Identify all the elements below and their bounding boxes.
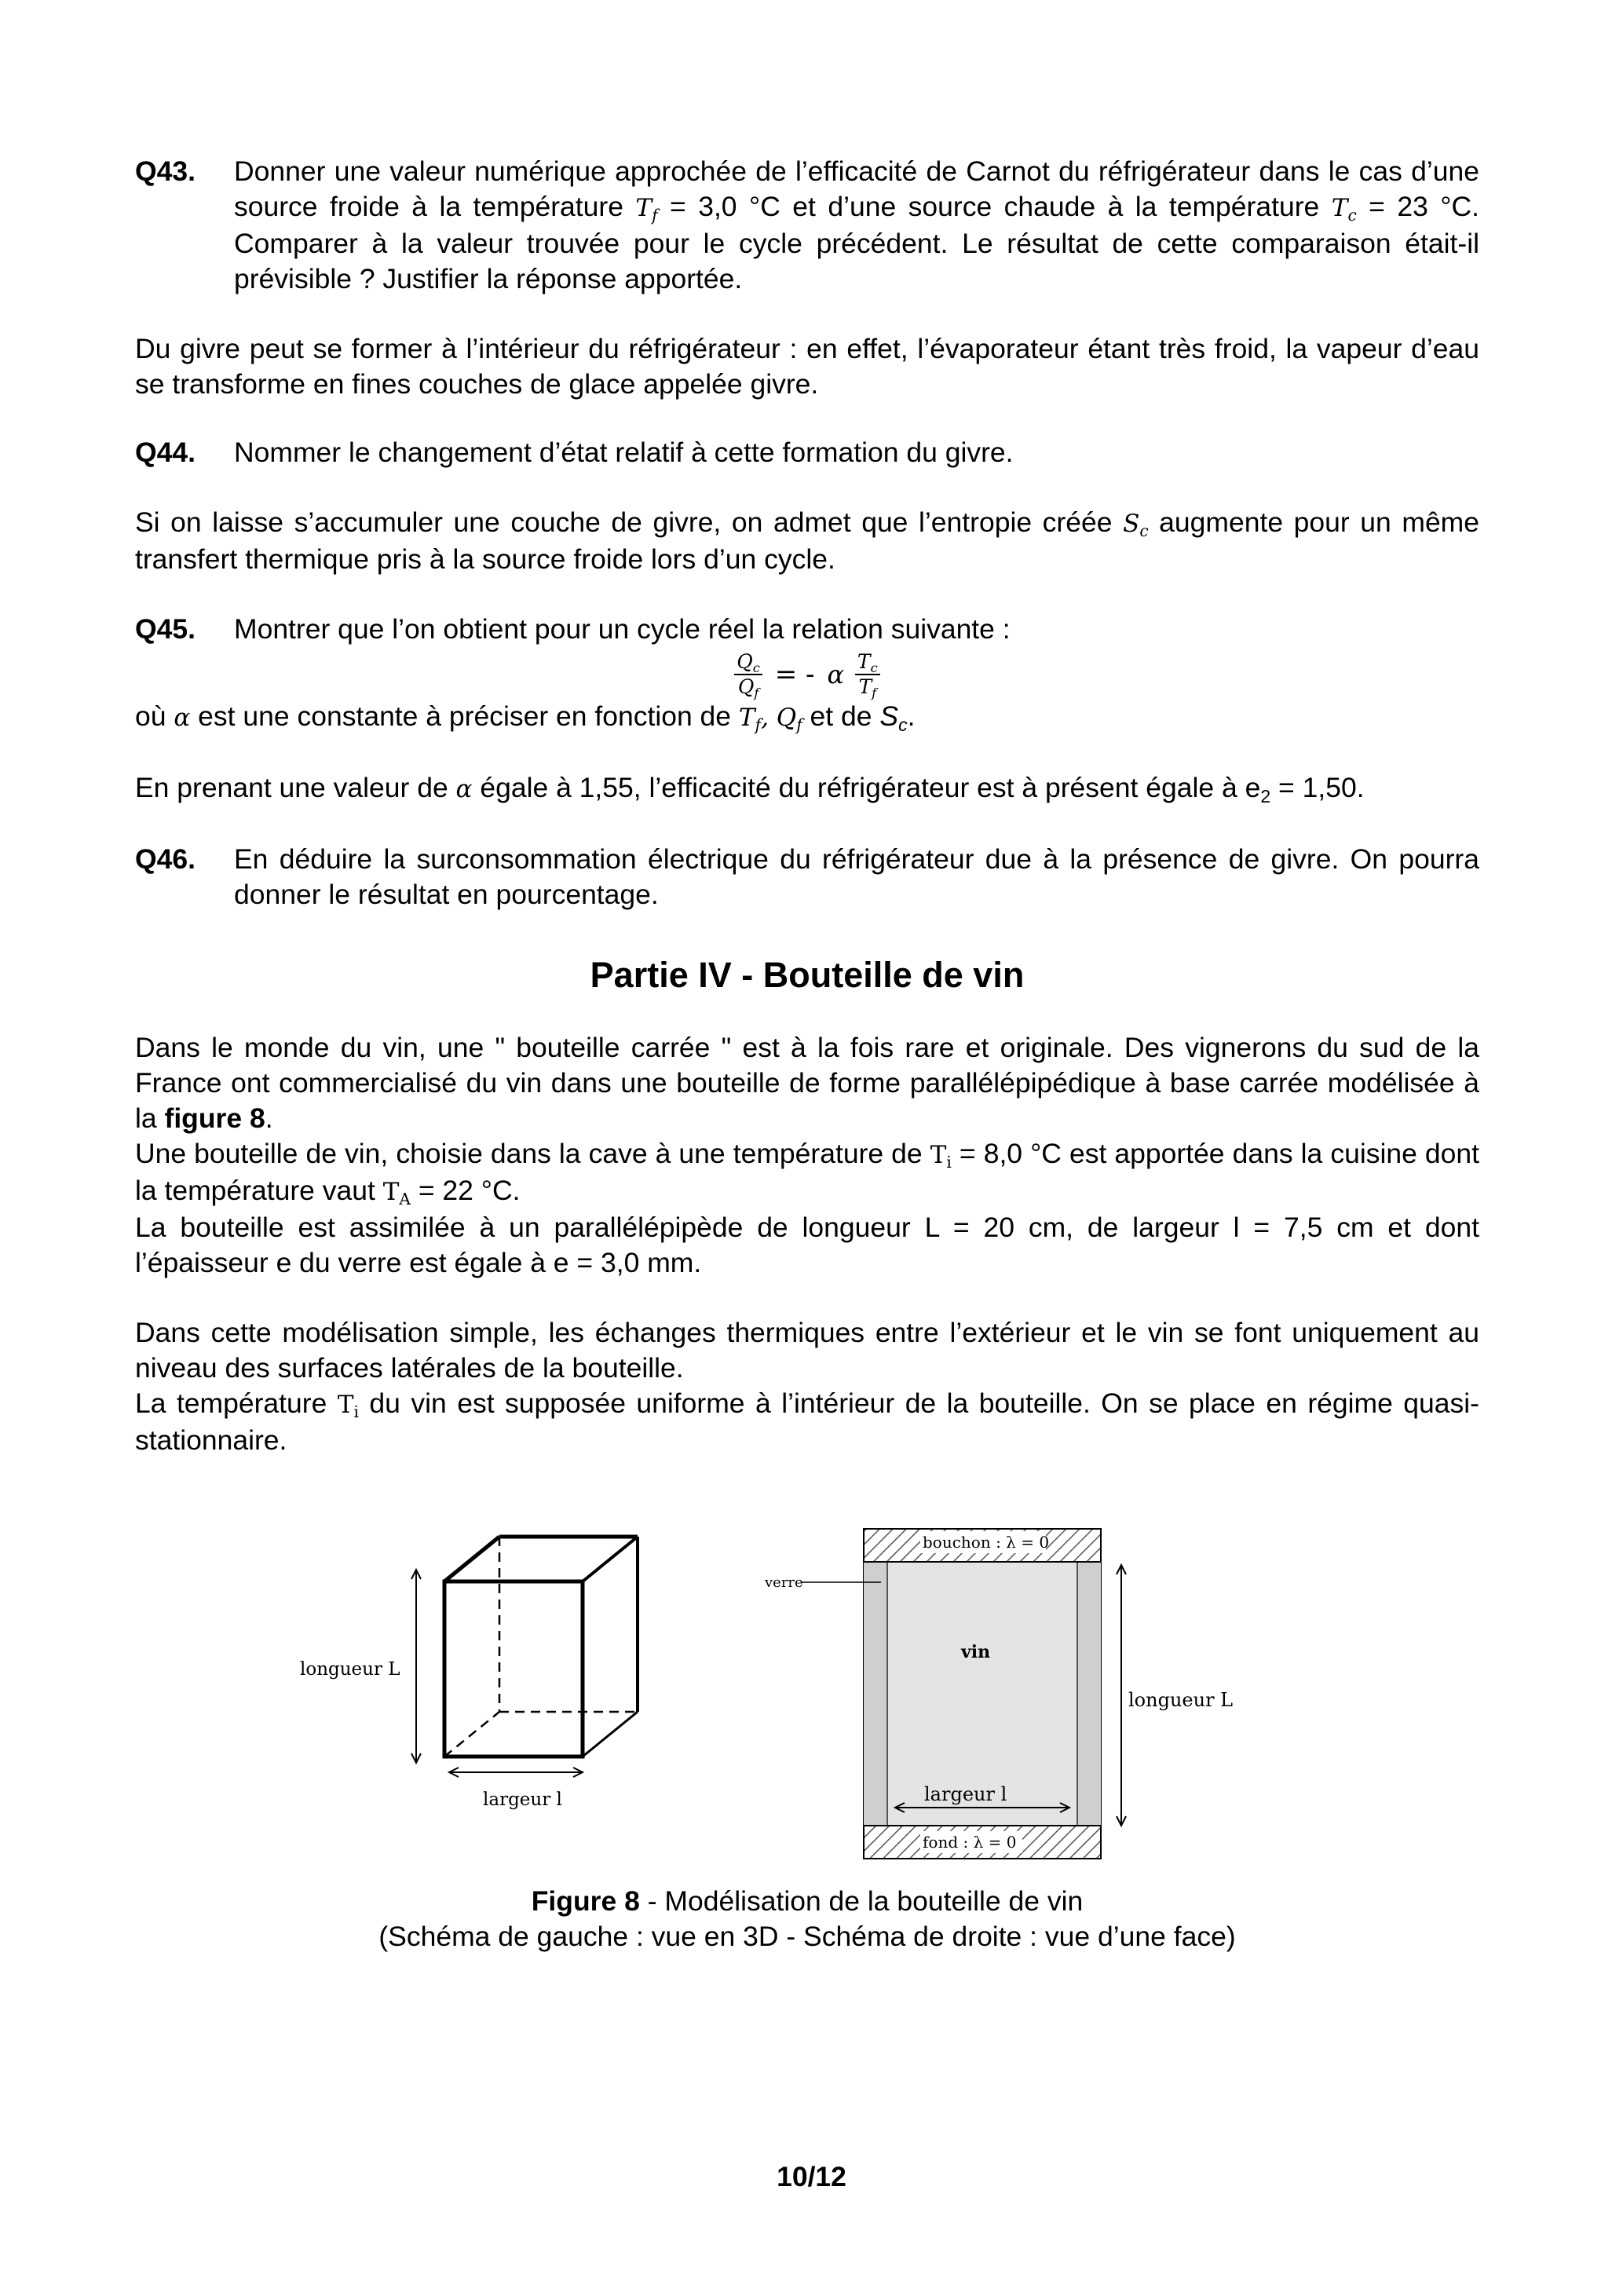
question-number: Q44.	[135, 437, 196, 468]
math-ti	[930, 1141, 952, 1172]
math-subscript: f	[872, 685, 877, 700]
text-run: et de	[802, 700, 880, 732]
math-comma: ,	[761, 704, 777, 732]
math-subscript: f	[796, 715, 802, 735]
paragraph-temperatures	[135, 1136, 1479, 1210]
label-vin: vin	[961, 1642, 991, 1662]
paragraph-alpha-value	[135, 770, 1479, 807]
label-largeur-left: largeur l	[483, 1790, 562, 1810]
math-symbol: T	[337, 1391, 354, 1419]
math-symbol: T	[738, 704, 755, 732]
math-symbol: Q	[776, 704, 797, 732]
text-run: .	[265, 1102, 273, 1134]
face-view	[801, 1529, 1126, 1859]
numerator	[855, 650, 880, 675]
section-title: Partie IV - Bouteille de vin	[590, 955, 1025, 995]
text-run: = 8,0 °C est apportée dans la cuisine dont la température vaut	[135, 1138, 1479, 1206]
math-sc	[879, 700, 908, 735]
math-subscript: i	[946, 1153, 952, 1172]
box-3d	[411, 1537, 638, 1777]
text-run: En prenant une valeur de	[135, 772, 456, 803]
math-ta	[382, 1178, 411, 1209]
math-tf	[738, 704, 762, 735]
question-43	[135, 154, 1479, 297]
question-number: Q45.	[135, 613, 196, 645]
box-bounds	[444, 1537, 638, 1757]
figure-8	[135, 1513, 1479, 1906]
math-ti	[337, 1391, 359, 1422]
math-tc	[1331, 194, 1357, 225]
numerator	[734, 650, 762, 675]
math-subscript: c	[1139, 521, 1149, 541]
question-number: Q43.	[135, 155, 196, 187]
edge	[583, 1712, 638, 1757]
text-run: du vin est supposée uniforme à l’intérieur de la bouteille. On se place en régime quasi-stationnaire.	[135, 1387, 1479, 1456]
math-subscript: c	[1347, 206, 1357, 225]
text-run: Dans le monde du vin, une " bouteille carrée " est à la fois rare et originale. Des vignerons du sud de la France ont commercialisé du vin dans une bouteille de forme parallélépipédique à base carrée modélisée à la	[135, 1032, 1479, 1134]
math-tf	[635, 194, 658, 225]
page-number: 10/12	[777, 2161, 846, 2192]
math-subscript: A	[399, 1190, 411, 1209]
text-run: est une constante à préciser en fonction de	[190, 700, 739, 732]
paragraph-alpha-definition	[135, 699, 1479, 736]
paragraph-dimensions: La bouteille est assimilée à un parallélépipède de longueur L = 20 cm, de largeur l = 7,5 cm et dont l’épaisseur e du verre est égale à e = 3,0 mm.	[135, 1212, 1479, 1278]
math-subscript: f	[652, 206, 658, 225]
fraction-t	[855, 650, 880, 699]
text-run: Une bouteille de vin, choisie dans la cave à une température de	[135, 1138, 930, 1169]
math-symbol: Q	[737, 650, 753, 673]
math-subscript: f	[755, 715, 762, 735]
question-45	[135, 612, 1479, 647]
text-run: Si on laisse s’accumuler une couche de givre, on admet que l’entropie créée	[135, 506, 1124, 538]
math-symbol: T	[1331, 194, 1348, 222]
paragraph-entropie	[135, 505, 1479, 577]
math-symbol: T	[635, 194, 652, 222]
denominator	[738, 675, 759, 699]
figure-reference: figure 8	[164, 1102, 265, 1134]
math-symbol: T	[382, 1178, 400, 1206]
page-content	[135, 154, 1479, 1954]
question-44	[135, 435, 1479, 470]
math-subscript: c	[898, 714, 908, 735]
question-text: Montrer que l’on obtient pour un cycle réel la relation suivante :	[234, 613, 1011, 645]
question-number: Q46.	[135, 843, 196, 875]
text-run: = 23 °C. Comparer à la valeur trouvée pour le cycle précédent. Le résultat de cette comparaison était-il prévisible ? Justifier la réponse apportée.	[234, 191, 1479, 294]
math-alpha: α	[174, 704, 191, 732]
denominator	[858, 675, 876, 699]
text-run: égale à 1,55, l’efficacité du réfrigérateur est à présent égale à e	[472, 772, 1261, 803]
alpha-symbol: α	[827, 660, 845, 689]
math-symbol: T	[857, 650, 871, 673]
label-longueur-left: longueur L	[300, 1659, 400, 1680]
text-run: augmente pour un même transfert thermique pris à la source froide lors d’un cycle.	[135, 506, 1479, 575]
text-run: Donner une valeur numérique approchée de l’efficacité de Carnot du réfrigérateur dans le cas d’une source froide à la température	[234, 155, 1479, 222]
text-run: = 1,50.	[1270, 772, 1365, 803]
paragraph-givre: Du givre peut se former à l’intérieur du réfrigérateur : en effet, l’évaporateur étant très froid, la vapeur d’eau se transforme en fines couches de glace appelée givre.	[135, 333, 1479, 400]
fraction-q	[734, 650, 762, 699]
question-text	[234, 154, 1479, 297]
caption-line-2: (Schéma de gauche : vue en 3D - Schéma de droite : vue d’une face)	[378, 1921, 1236, 1952]
text-run: La température	[135, 1387, 338, 1419]
hidden-edge	[444, 1712, 499, 1757]
question-text: Nommer le changement d’état relatif à cette formation du givre.	[234, 437, 1014, 468]
math-qf	[776, 704, 802, 735]
question-text: En déduire la surconsommation électrique du réfrigérateur due à la présence de givre. On pourra donner le résultat en pourcentage.	[234, 843, 1479, 910]
math-symbol: S	[879, 700, 899, 732]
label-largeur-right: largeur l	[924, 1783, 1007, 1805]
label-bouchon: bouchon : λ = 0	[923, 1533, 1050, 1552]
math-symbol: T	[930, 1141, 947, 1169]
front-face	[444, 1581, 583, 1757]
subscript: 2	[1260, 785, 1271, 806]
paragraph-modelisation: Dans cette modélisation simple, les échanges thermiques entre l’extérieur et le vin se font uniquement au niveau des surfaces latérales de la bouteille.	[135, 1317, 1479, 1384]
text-run: .	[907, 700, 916, 732]
math-symbol: Q	[737, 675, 755, 698]
math-symbol: T	[858, 675, 872, 698]
paragraph-bouteille-intro	[135, 1030, 1479, 1136]
figure-8-drawing	[135, 1513, 1479, 1882]
math-symbol: S	[1123, 510, 1140, 538]
math-subscript: c	[752, 660, 760, 675]
math-sc	[1123, 510, 1149, 541]
text-run: = 22 °C.	[410, 1175, 521, 1206]
equation-cycle-reel	[135, 650, 1479, 699]
math-subscript: i	[353, 1402, 359, 1422]
label-verre: verre	[765, 1574, 803, 1591]
edge	[583, 1537, 638, 1581]
caption-title: - Modélisation de la bouteille de vin	[639, 1885, 1084, 1917]
text-run: où	[135, 700, 174, 732]
math-subscript: f	[754, 685, 759, 700]
paragraph-regime	[135, 1386, 1479, 1458]
label-fond: fond : λ = 0	[923, 1833, 1017, 1852]
caption-figure-number: Figure 8	[531, 1885, 640, 1917]
text-run: = 3,0 °C et d’une source chaude à la température	[657, 191, 1332, 222]
edge	[444, 1537, 499, 1581]
label-longueur-right: longueur L	[1128, 1689, 1234, 1711]
math-subscript: c	[870, 660, 878, 675]
equals-sign: = -	[774, 659, 815, 690]
math-alpha: α	[455, 775, 473, 803]
question-46	[135, 842, 1479, 912]
